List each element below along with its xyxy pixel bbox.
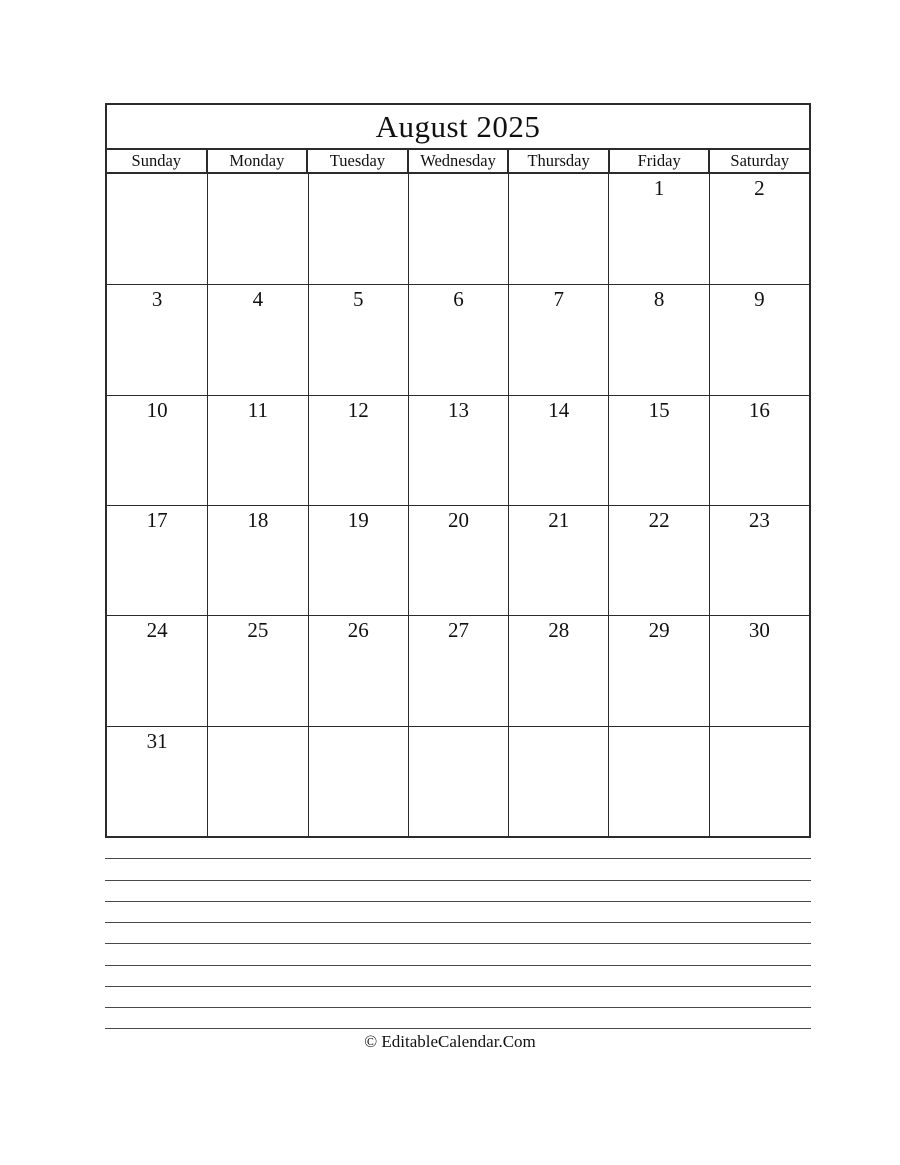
notes-area [105, 838, 811, 1029]
day-cell-empty [508, 726, 608, 836]
note-line [105, 966, 811, 987]
day-cell-3: 3 [107, 284, 207, 394]
note-line [105, 902, 811, 923]
day-cell-29: 29 [608, 615, 708, 725]
day-cell-23: 23 [709, 505, 809, 615]
weekday-header-row [107, 150, 809, 174]
note-line [105, 881, 811, 902]
day-cell-empty [408, 174, 508, 284]
weekday-header-monday: Monday [206, 150, 307, 172]
weekday-header-sunday: Sunday [131, 150, 182, 170]
day-cell-27: 27 [408, 615, 508, 725]
calendar-title: August 2025 [107, 105, 809, 150]
day-cell-2: 2 [709, 174, 809, 284]
weekday-header-saturday: Saturday [708, 150, 809, 172]
day-cell-1: 1 [608, 174, 708, 284]
day-cell-empty [508, 174, 608, 284]
day-cell-13: 13 [408, 395, 508, 505]
day-cell-22: 22 [608, 505, 708, 615]
footer-credit: © EditableCalendar.Com [364, 1032, 536, 1051]
day-cell-17: 17 [107, 505, 207, 615]
day-cell-empty [408, 726, 508, 836]
day-cell-empty [207, 726, 307, 836]
note-line [105, 987, 811, 1008]
day-cell-empty [709, 726, 809, 836]
note-line [105, 944, 811, 965]
day-cell-24: 24 [107, 615, 207, 725]
day-cell-5: 5 [308, 284, 408, 394]
calendar [105, 103, 811, 838]
day-cell-10: 10 [107, 395, 207, 505]
weekday-header-tuesday: Tuesday [306, 150, 407, 172]
weekday-header-friday: Friday [608, 150, 709, 172]
day-cell-empty [308, 174, 408, 284]
note-line [105, 1008, 811, 1029]
day-cell-18: 18 [207, 505, 307, 615]
day-cell-7: 7 [508, 284, 608, 394]
weekday-header-thursday: Thursday [507, 150, 608, 172]
day-cell-12: 12 [308, 395, 408, 505]
day-cell-empty [207, 174, 307, 284]
note-line [105, 923, 811, 944]
day-cell-16: 16 [709, 395, 809, 505]
day-cell-31: 31 [107, 726, 207, 836]
day-cell-empty [308, 726, 408, 836]
day-cell-15: 15 [608, 395, 708, 505]
day-cell-11: 11 [207, 395, 307, 505]
day-cell-9: 9 [709, 284, 809, 394]
day-cell-26: 26 [308, 615, 408, 725]
day-cell-empty [608, 726, 708, 836]
day-cell-4: 4 [207, 284, 307, 394]
weekday-header-wednesday: Wednesday [407, 150, 508, 172]
day-cell-14: 14 [508, 395, 608, 505]
day-cell-30: 30 [709, 615, 809, 725]
note-line [105, 838, 811, 859]
day-cell-21: 21 [508, 505, 608, 615]
day-cell-20: 20 [408, 505, 508, 615]
day-cell-25: 25 [207, 615, 307, 725]
day-cell-empty [107, 174, 207, 284]
day-cell-6: 6 [408, 284, 508, 394]
day-cell-8: 8 [608, 284, 708, 394]
day-cell-19: 19 [308, 505, 408, 615]
calendar-grid [107, 174, 809, 836]
day-cell-28: 28 [508, 615, 608, 725]
note-line [105, 859, 811, 880]
